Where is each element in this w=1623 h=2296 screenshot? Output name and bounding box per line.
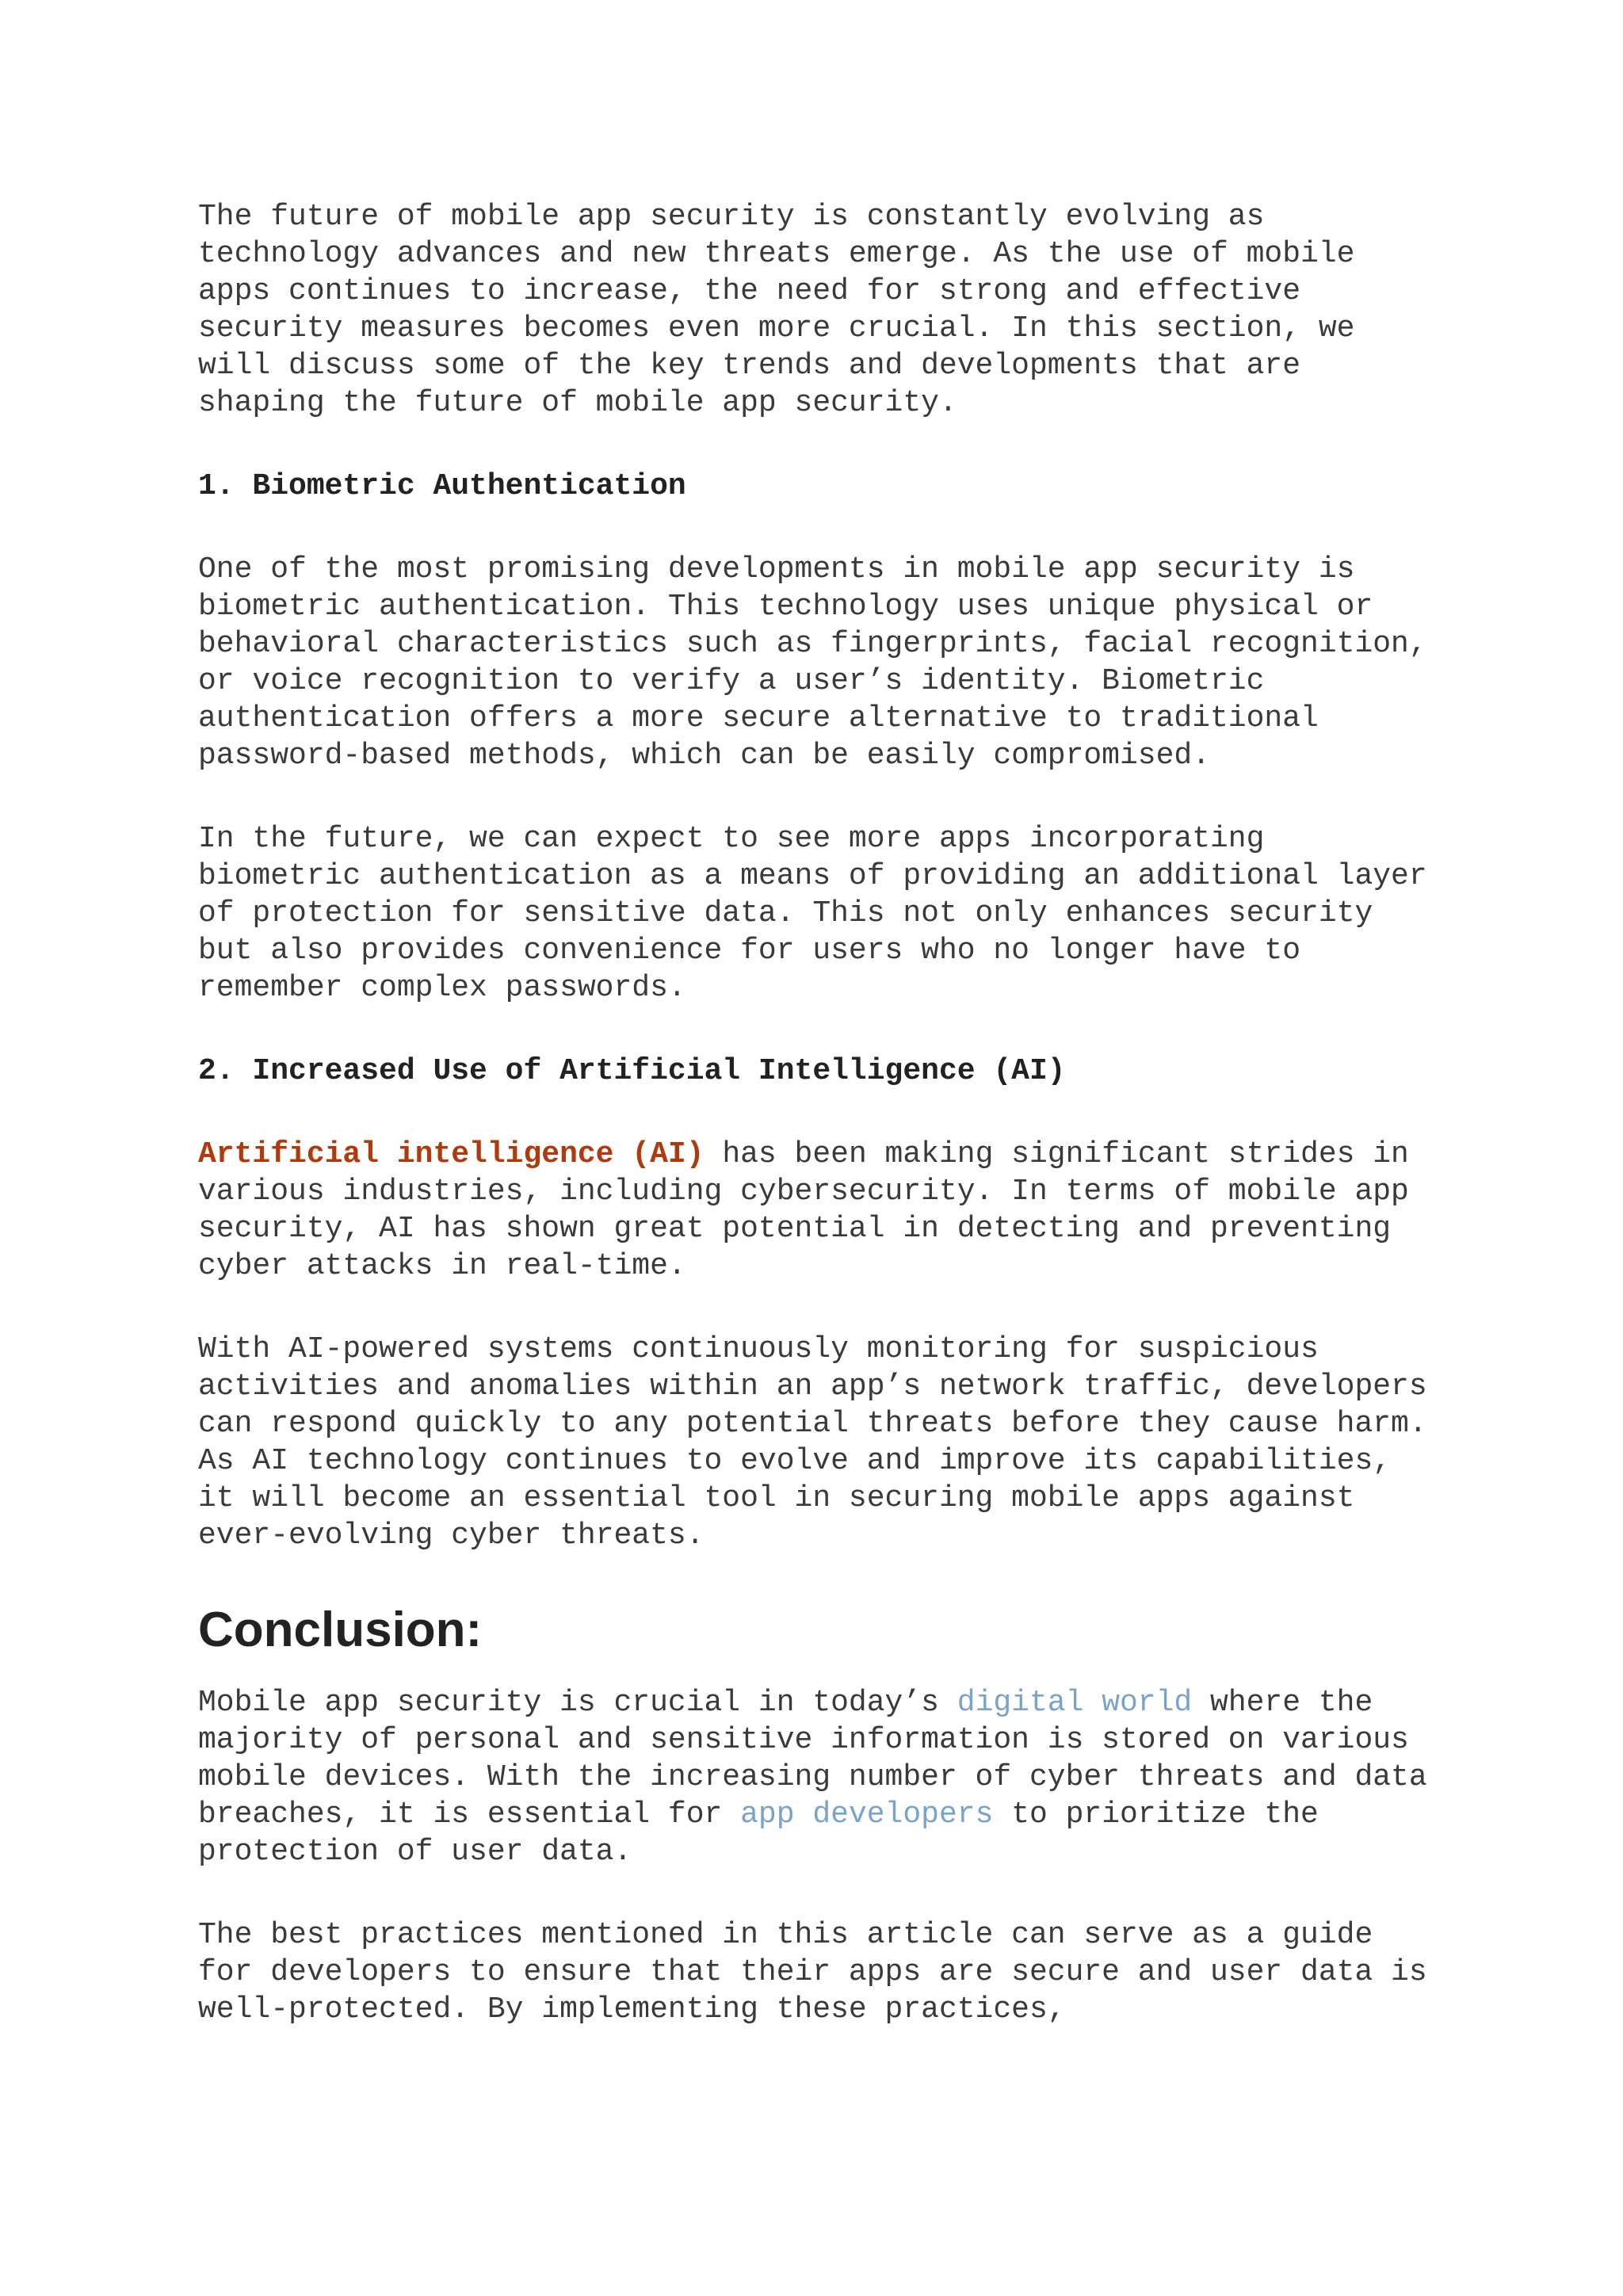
section-heading-biometric: 1. Biometric Authentication <box>198 469 686 503</box>
article-page <box>198 198 1434 2074</box>
conclusion-text-b: where the majority of personal and sensitive information is stored on various mobile devices. With the increasing number of cyber threats and data breaches, it is essential for <box>198 1686 1427 1832</box>
section-heading-ai: 2. Increased Use of Artificial Intelligence (AI) <box>198 1054 1066 1088</box>
intro-paragraph: The future of mobile app security is constantly evolving as technology advances and new threats emerge. As the use of mobile apps continues to increase, the need for strong and effective security measures becomes even more crucial. In this section, we will discuss some of the key trends and developments that are shaping the future of mobile app security. <box>198 200 1355 420</box>
ai-paragraph-1-text: has been making significant strides in various industries, including cybersecurity. In terms of mobile app security, AI has shown great potential in detecting and preventing cyber attacks in real-time. <box>198 1137 1409 1283</box>
conclusion-heading: Conclusion: <box>198 1603 483 1657</box>
conclusion-paragraph-1 <box>198 1684 1434 1870</box>
biometric-paragraph-2: In the future, we can expect to see more apps incorporating biometric authentication as a means of providing an additional layer of protection for sensitive data. This not only enhances security but also provides convenience for users who no longer have to remember complex passwords. <box>198 822 1427 1005</box>
ai-paragraph-1 <box>198 1136 1434 1285</box>
biometric-paragraph-1: One of the most promising developments in mobile app security is biometric authentication. This technology uses unique physical or behavioral characteristics such as fingerprints, facial recognition, or voice recognition to verify a user’s identity. Biometric authentication offers a more secure alternative to traditional password-based methods, which can be easily compromised. <box>198 552 1427 773</box>
conclusion-text-c: to prioritize the protection of user data. <box>198 1797 1319 1869</box>
app-developers-link[interactable]: app developers <box>740 1797 994 1832</box>
conclusion-text-a: Mobile app security is crucial in today’s <box>198 1686 957 1720</box>
ai-paragraph-2: With AI-powered systems continuously monitoring for suspicious activities and anomalies within an app’s network traffic, developers can respond quickly to any potential threats before they cause harm. As AI technology continues to evolve and improve its capabilities, it will become an essential tool in securing mobile apps against ever-evolving cyber threats. <box>198 1332 1427 1553</box>
digital-world-link[interactable]: digital world <box>957 1686 1193 1720</box>
conclusion-paragraph-2: The best practices mentioned in this article can serve as a guide for developers to ensure that their apps are secure and user data is well-protected. By implementing these practices, <box>198 1918 1427 2027</box>
ai-term-link[interactable]: Artificial intelligence (AI) <box>198 1137 705 1171</box>
